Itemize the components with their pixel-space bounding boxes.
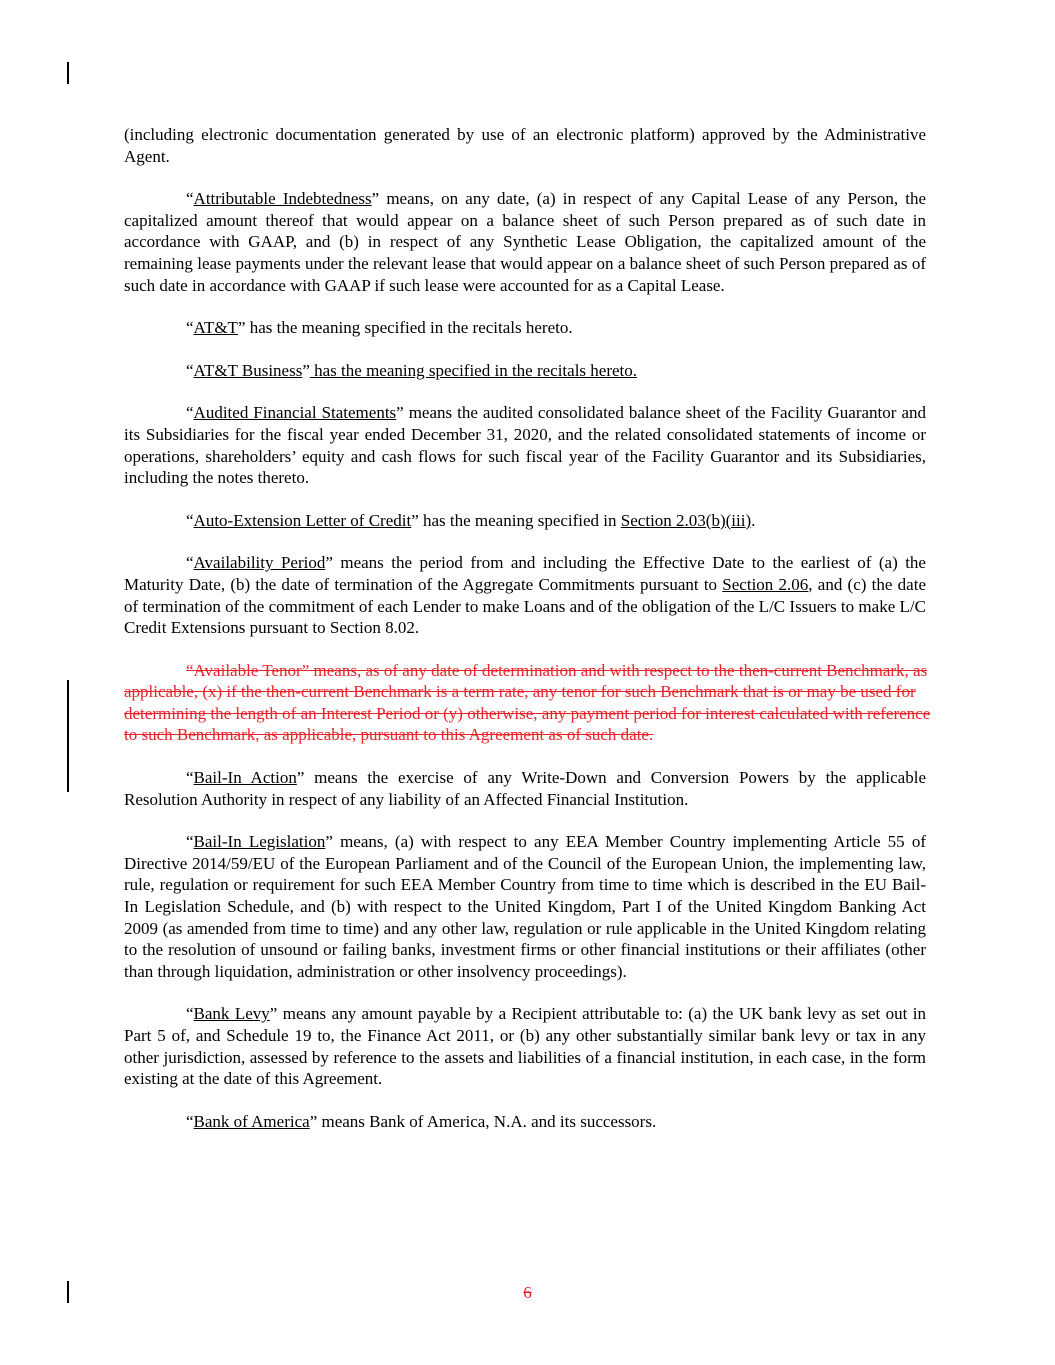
defined-term: Bank Levy <box>193 1004 270 1024</box>
definition-bail-in-legislation: “Bail-In Legislation” means, (a) with respect to any EEA Member Country implementing Article 55 of Directive 2014/59/EU of the European Parliament and of the Council of the European Union, the implementing law, rule, regulation or requirement for such EEA Member Country from time to time which is described in the EU Bail-In Legislation Schedule, and (b) with respect to the United Kingdom, Part I of the United Kingdom Banking Act 2009 (as amended from time to time) and any other law, regulation or rule applicable in the United Kingdom relating to the resolution of unsound or failing banks, investment firms or other financial institutions or their affiliates (other than through liquidation, administration or other insolvency proceedings). <box>124 832 927 981</box>
section-reference: Section 2.06 <box>722 574 809 594</box>
change-bar-top <box>67 62 69 84</box>
defined-term: Auto-Extension Letter of Credit <box>193 510 412 530</box>
defined-term: Bail-In Legislation <box>193 832 326 852</box>
page-number: 6 <box>523 1283 532 1302</box>
defined-term: AT&T <box>193 318 238 338</box>
document-body <box>124 124 931 1153</box>
defined-term: Audited Financial Statements <box>193 403 397 423</box>
definition-availability-period: “Availability Period” means the period from and including the Effective Date to the earliest of (a) the Maturity Date, (b) the date of termination of the Aggregate Commitments pursuant to Section 2.06, and (c) the date of termination of the commitment of each Lender to make Loans and of the obligation of the L/C Issuers to make L/C Credit Extensions pursuant to Section 8.02. <box>124 553 926 638</box>
deleted-definition-available-tenor: “Available Tenor” means, as of any date of determination and with respect to the then-current Benchmark, as applicable, (x) if the then-current Benchmark is a term rate, any tenor for such Benchmark that is or may be used for determining the length of an Interest Period or (y) otherwise, any payment period for interest calculated with reference to such Benchmark, as applicable, pursuant to this Agreement as of such date. <box>124 660 931 745</box>
defined-term: Attributable Indebtedness <box>193 189 372 209</box>
definition-attributable-indebtedness: “Attributable Indebtedness” means, on any date, (a) in respect of any Capital Lease of any Person, the capitalized amount thereof that would appear on a balance sheet of such Person prepared as of such date in accordance with GAAP, and (b) in respect of any Synthetic Lease Obligation, the capitalized amount of the remaining lease payments under the relevant lease that would appear on a balance sheet of such Person prepared as of such date in accordance with GAAP if such lease were accounted for as a Capital Lease. <box>124 189 926 295</box>
paragraph-continuation: (including electronic documentation generated by use of an electronic platform) approved by the Administrative Agent. <box>124 125 926 166</box>
definition-att: “AT&T” has the meaning specified in the recitals hereto. <box>186 318 573 338</box>
definition-auto-extension-letter-of-credit: “Auto-Extension Letter of Credit” has the meaning specified in Section 2.03(b)(iii). <box>186 510 756 530</box>
change-bar-deletion <box>67 680 69 792</box>
definition-bail-in-action: “Bail-In Action” means the exercise of any Write-Down and Conversion Powers by the applicable Resolution Authority in respect of any liability of an Affected Financial Institution. <box>124 768 926 809</box>
defined-term: Availability Period <box>193 553 326 573</box>
definition-audited-financial-statements: “Audited Financial Statements” means the audited consolidated balance sheet of the Facility Guarantor and its Subsidiaries for the fiscal year ended December 31, 2020, and the related consolidated statements of income or operations, shareholders’ equity and cash flows for such fiscal year of the Facility Guarantor and its Subsidiaries, including the notes thereto. <box>124 403 926 488</box>
defined-term: Bail-In Action <box>193 768 297 788</box>
defined-term: AT&T Business <box>193 360 303 380</box>
section-reference: Section 2.03(b)(iii) <box>620 510 752 530</box>
defined-term: Bank of America <box>193 1111 310 1131</box>
definition-bank-of-america: “Bank of America” means Bank of America, N.A. and its successors. <box>186 1111 657 1131</box>
definition-bank-levy: “Bank Levy” means any amount payable by a Recipient attributable to: (a) the UK bank levy as set out in Part 5 of, and Schedule 19 to, the Finance Act 2011, or (b) any other substantially similar bank levy or tax in any other jurisdiction, assessed by reference to the assets and liabilities of a financial institution, in each case, in the form existing at the date of this Agreement. <box>124 1004 926 1089</box>
definition-att-business: “AT&T Business” has the meaning specified in the recitals hereto. <box>186 360 638 380</box>
inserted-text: has the meaning specified in the recitals hereto. <box>309 360 638 380</box>
defined-term: Available Tenor <box>193 660 302 680</box>
